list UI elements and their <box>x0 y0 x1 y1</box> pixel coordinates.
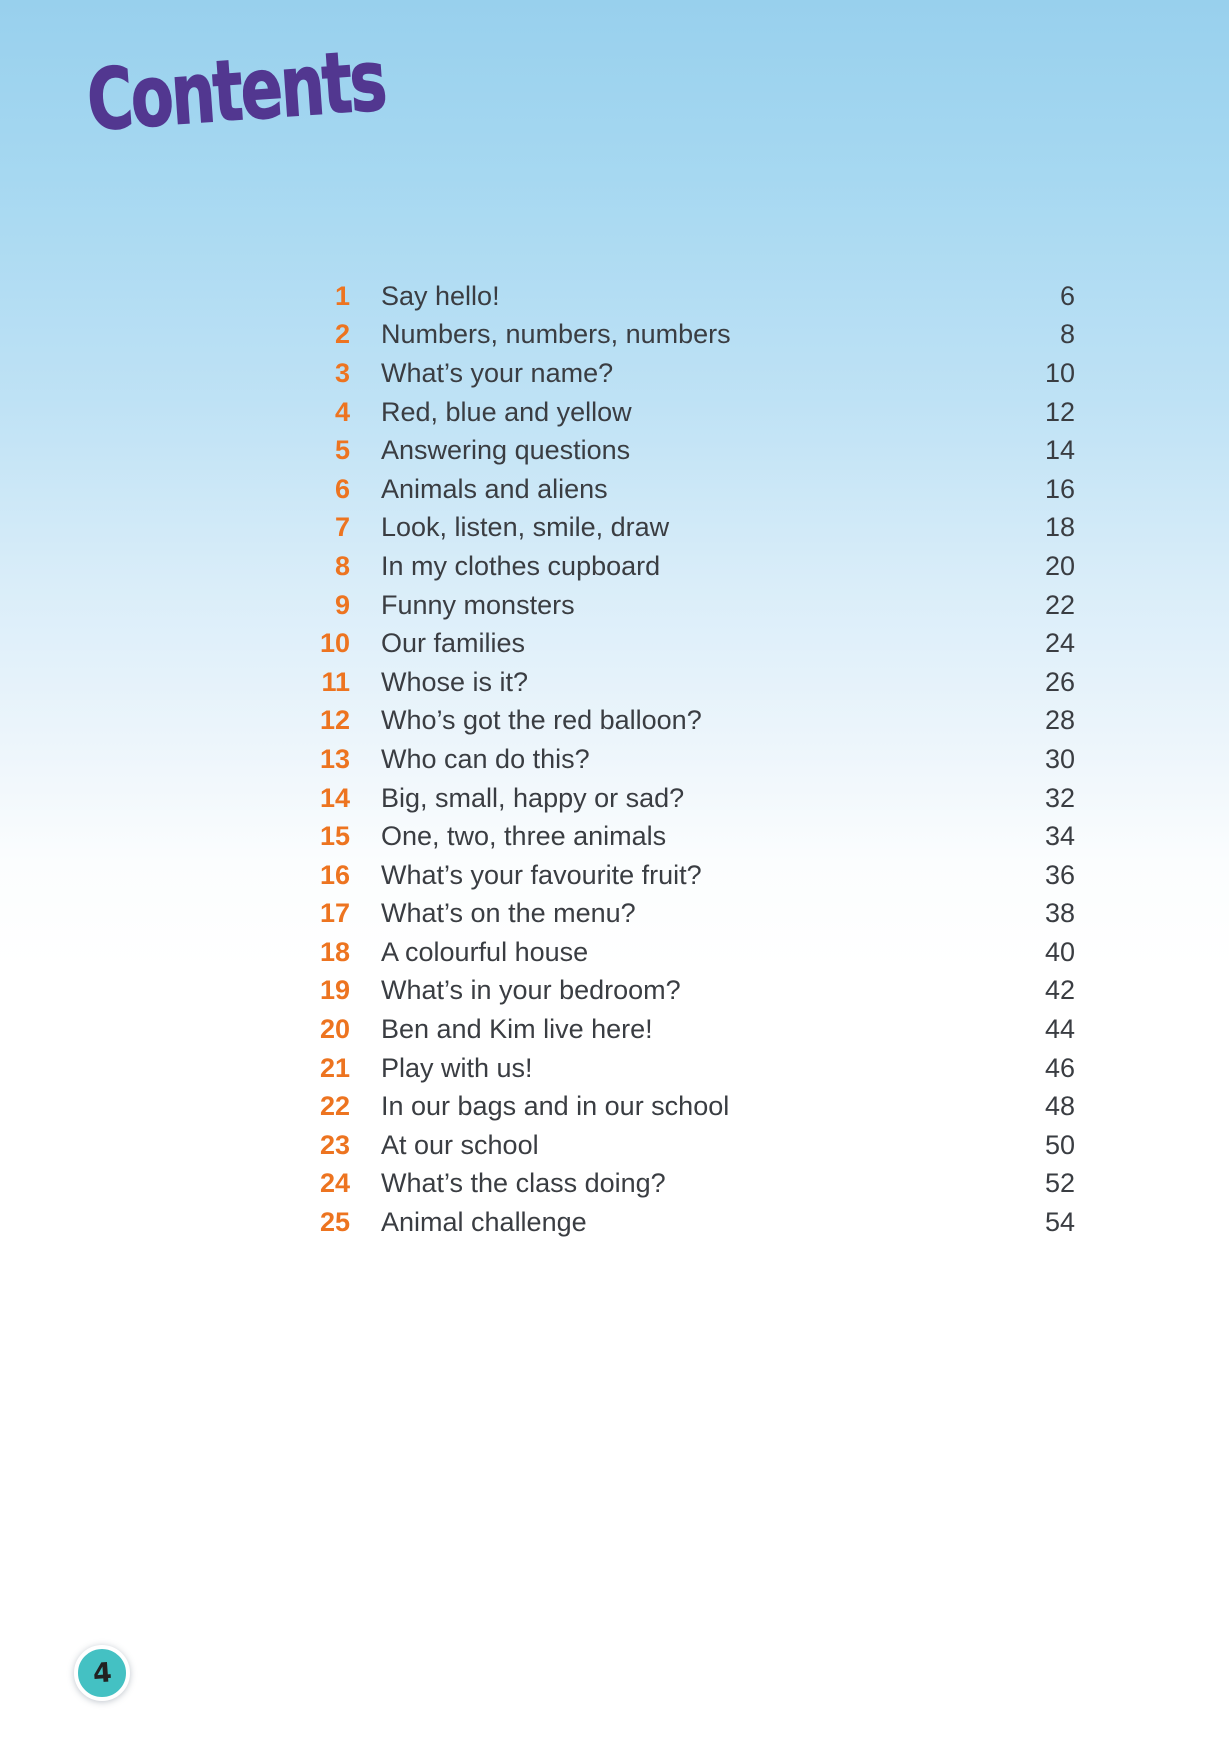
contents-entry <box>0 895 1075 934</box>
entry-page: 48 <box>1044 1091 1075 1122</box>
contents-entry <box>0 663 1075 702</box>
contents-entry <box>0 470 1075 509</box>
unit-number: 16 <box>319 859 350 890</box>
page-number-badge <box>74 1645 130 1701</box>
unit-number: 3 <box>334 357 350 388</box>
entry-page: 52 <box>1044 1168 1075 1199</box>
contents-entry <box>0 316 1075 355</box>
unit-number: 18 <box>319 936 350 967</box>
contents-list <box>0 277 1075 1242</box>
unit-number: 9 <box>334 589 350 620</box>
unit-number: 15 <box>319 821 350 852</box>
unit-number: 22 <box>319 1091 350 1122</box>
contents-entry <box>0 933 1075 972</box>
page-number: 4 <box>91 1656 113 1690</box>
contents-entry <box>0 624 1075 663</box>
unit-number: 7 <box>334 512 350 543</box>
entry-title: What’s on the menu? <box>381 898 636 929</box>
entry-page: 24 <box>1044 628 1075 659</box>
entry-title: Play with us! <box>381 1052 533 1083</box>
contents-entry <box>0 779 1075 818</box>
contents-entry <box>0 354 1075 393</box>
entry-title: At our school <box>381 1129 539 1160</box>
entry-page: 54 <box>1044 1207 1075 1238</box>
entry-page: 32 <box>1044 782 1075 813</box>
contents-entry <box>0 972 1075 1011</box>
entry-page: 38 <box>1044 898 1075 929</box>
unit-number: 6 <box>334 473 350 504</box>
unit-number: 11 <box>321 666 350 697</box>
unit-number: 4 <box>334 396 350 427</box>
contents-entry <box>0 1203 1075 1242</box>
unit-number: 1 <box>334 280 350 311</box>
entry-page: 50 <box>1044 1129 1075 1160</box>
entry-title: One, two, three animals <box>381 821 667 852</box>
contents-entry <box>0 817 1075 856</box>
unit-number: 13 <box>319 743 350 774</box>
entry-page: 34 <box>1044 821 1075 852</box>
entry-page: 26 <box>1044 666 1075 697</box>
entry-page: 44 <box>1044 1014 1075 1045</box>
unit-number: 12 <box>319 705 350 736</box>
contents-entry <box>0 856 1075 895</box>
unit-number: 20 <box>319 1014 350 1045</box>
entry-title: Answering questions <box>381 435 631 466</box>
entry-title: Who’s got the red balloon? <box>381 705 702 736</box>
entry-title: Funny monsters <box>381 589 575 620</box>
entry-title: What’s your name? <box>381 357 614 388</box>
contents-entry <box>0 1087 1075 1126</box>
entry-page: 8 <box>1059 319 1075 350</box>
entry-title: Red, blue and yellow <box>381 396 632 427</box>
entry-page: 12 <box>1044 396 1075 427</box>
contents-entry <box>0 509 1075 548</box>
entry-title: Animal challenge <box>381 1207 587 1238</box>
contents-entry <box>0 1126 1075 1165</box>
unit-number: 19 <box>319 975 350 1006</box>
contents-entry <box>0 1165 1075 1204</box>
unit-number: 10 <box>319 628 350 659</box>
entry-page: 40 <box>1044 936 1075 967</box>
unit-number: 25 <box>319 1207 350 1238</box>
entry-title: Say hello! <box>381 280 500 311</box>
unit-number: 2 <box>334 319 350 350</box>
unit-number: 8 <box>334 550 350 581</box>
entry-title: Who can do this? <box>381 743 590 774</box>
entry-page: 42 <box>1044 975 1075 1006</box>
contents-entry <box>0 431 1075 470</box>
unit-number: 17 <box>319 898 350 929</box>
contents-entry <box>0 1049 1075 1088</box>
page-title: Contents <box>84 31 388 150</box>
entry-title: Animals and aliens <box>381 473 608 504</box>
unit-number: 24 <box>319 1168 350 1199</box>
contents-entry <box>0 277 1075 316</box>
contents-entry <box>0 702 1075 741</box>
entry-title: Big, small, happy or sad? <box>381 782 685 813</box>
entry-page: 20 <box>1044 550 1075 581</box>
entry-title: A colourful house <box>381 936 589 967</box>
unit-number: 21 <box>319 1052 350 1083</box>
contents-entry <box>0 547 1075 586</box>
entry-page: 22 <box>1044 589 1075 620</box>
entry-page: 14 <box>1044 435 1075 466</box>
entry-title: Whose is it? <box>381 666 529 697</box>
entry-title: In my clothes cupboard <box>381 550 661 581</box>
entry-page: 10 <box>1044 357 1075 388</box>
entry-page: 28 <box>1044 705 1075 736</box>
contents-entry <box>0 393 1075 432</box>
unit-number: 5 <box>334 435 350 466</box>
entry-title: Ben and Kim live here! <box>381 1014 653 1045</box>
entry-page: 6 <box>1059 280 1075 311</box>
entry-title: What’s the class doing? <box>381 1168 666 1199</box>
unit-number: 14 <box>319 782 350 813</box>
entry-title: What’s in your bedroom? <box>381 975 681 1006</box>
entry-page: 36 <box>1044 859 1075 890</box>
entry-title: Our families <box>381 628 526 659</box>
entry-title: Numbers, numbers, numbers <box>381 319 731 350</box>
entry-title: In our bags and in our school <box>381 1091 730 1122</box>
contents-entry <box>0 740 1075 779</box>
entry-title: What’s your favourite fruit? <box>381 859 702 890</box>
entry-title: Look, listen, smile, draw <box>381 512 670 543</box>
entry-page: 18 <box>1044 512 1075 543</box>
entry-page: 30 <box>1044 743 1075 774</box>
contents-entry <box>0 1010 1075 1049</box>
unit-number: 23 <box>319 1129 350 1160</box>
entry-page: 16 <box>1044 473 1075 504</box>
entry-page: 46 <box>1044 1052 1075 1083</box>
contents-entry <box>0 586 1075 625</box>
